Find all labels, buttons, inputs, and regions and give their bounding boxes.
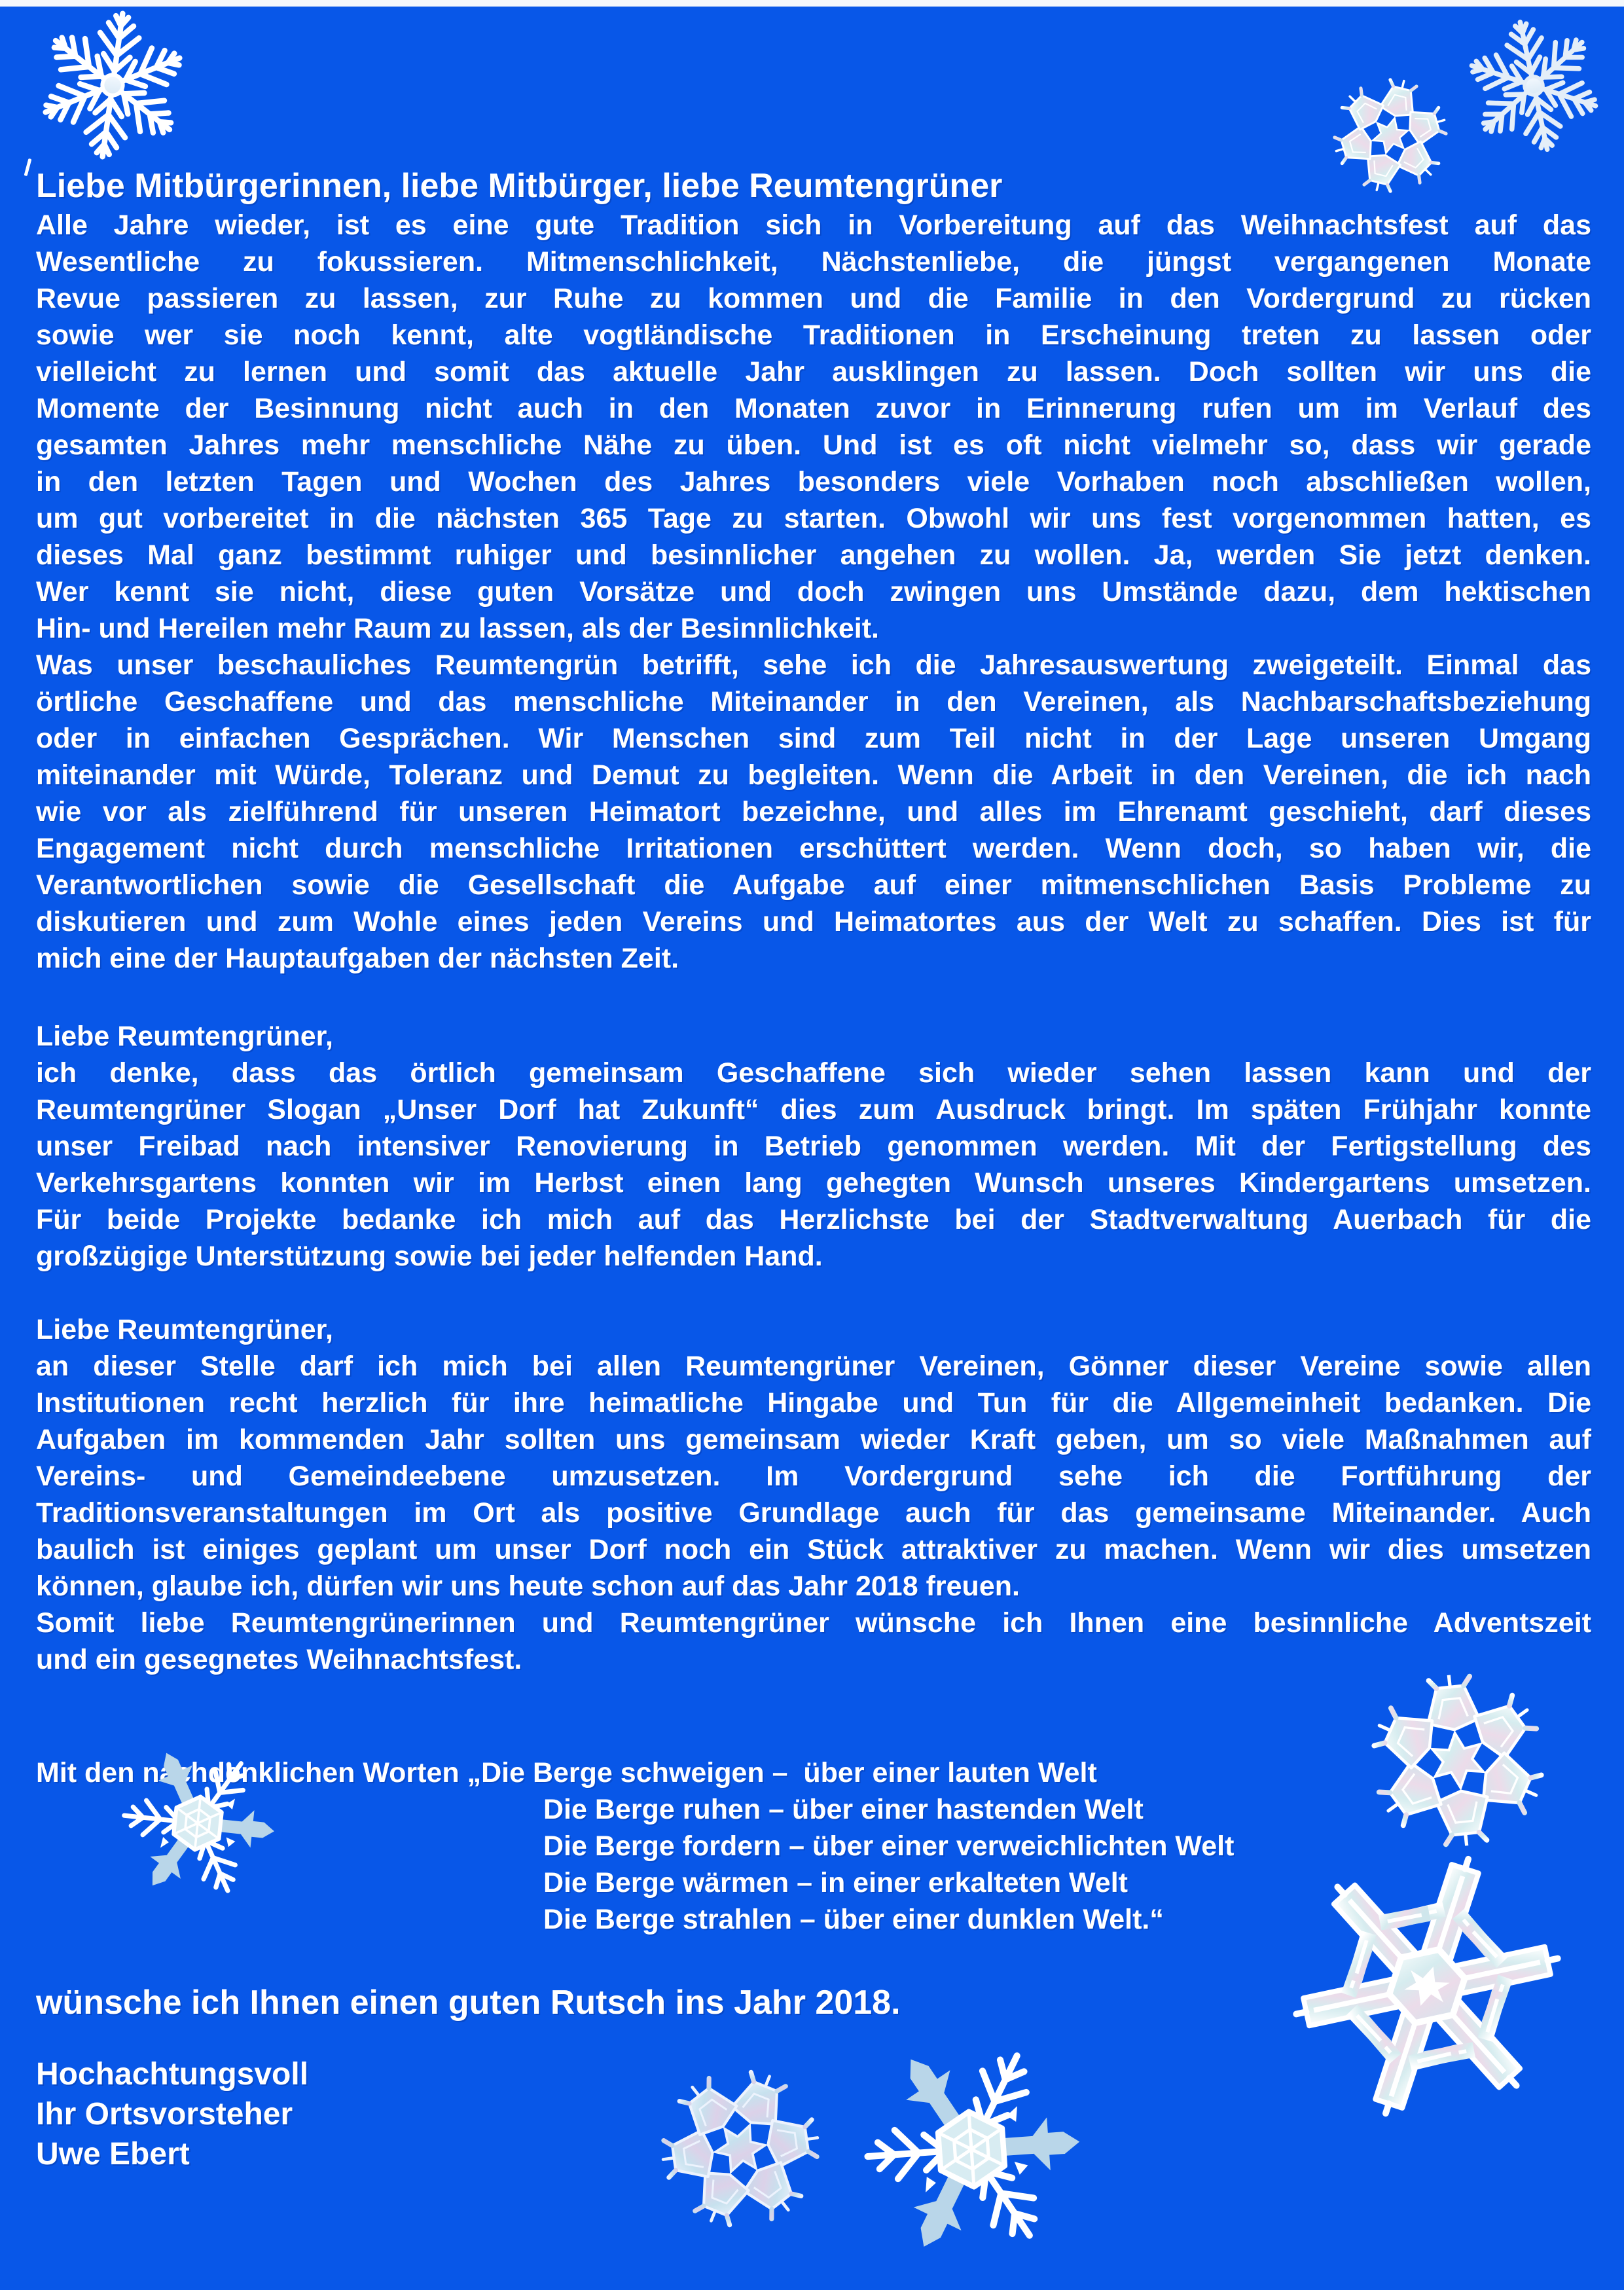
letter-address-2: Liebe Reumtengrüner,	[36, 1021, 333, 1052]
closing-line: Ihr Ortsvorsteher	[36, 2097, 293, 2132]
letter-line: Was unser beschauliches Reumtengrün betrifft, sehe ich die Jahresauswertung zweigeteilt. Einmal das	[36, 649, 1591, 681]
quote-line: Die Berge strahlen – über einer dunklen Welt.“	[543, 1904, 1164, 1935]
letter-paragraph-4	[36, 1348, 1591, 1678]
letter-line: großzügige Unterstützung sowie bei jeder helfenden Hand.	[36, 1241, 823, 1272]
stray-mark	[24, 158, 32, 176]
quote-line: Die Berge wärmen – in einer erkalteten Welt	[543, 1867, 1128, 1899]
letter-line: Wesentliche zu fokussieren. Mitmenschlichkeit, Nächstenliebe, die jüngst vergangenen Monate	[36, 246, 1591, 278]
letter-line: gesamten Jahres mehr menschliche Nähe zu üben. Und ist es oft nicht vielmehr so, dass wir gerade	[36, 429, 1591, 461]
letter-line: örtliche Geschaffene und das menschliche Miteinander in den Vereinen, als Nachbarschaftsbeziehung	[36, 686, 1591, 718]
letter-line: Wer kennt sie nicht, diese guten Vorsätze und doch zwingen uns Umstände dazu, dem hektischen	[36, 576, 1591, 608]
letter-line: diskutieren und zum Wohle eines jeden Vereins und Heimatortes aus der Welt zu schaffen. Dies ist für	[36, 906, 1591, 937]
web-snowflake-icon	[111, 1731, 285, 1916]
letter-line: können, glaube ich, dürfen wir uns heute schon auf das Jahr 2018 freuen.	[36, 1571, 1020, 1602]
letter-line: baulich ist einiges geplant um unser Dorf noch ein Stück attraktiver zu machen. Wenn wir dies umsetzen	[36, 1534, 1591, 1565]
letter-line: Verantwortlichen sowie die Gesellschaft die Aufgabe auf einer mitmenschlichen Basis Probleme zu	[36, 869, 1591, 901]
letter-line: oder in einfachen Gesprächen. Wir Menschen sind zum Teil nicht in der Lage unseren Umgang	[36, 723, 1591, 754]
web-snowflake-icon	[852, 2010, 1091, 2289]
letter-line: dieses Mal ganz bestimmt ruhiger und besinnlicher angehen zu wollen. Ja, werden Sie jetzt denken.	[36, 539, 1591, 571]
letter-line: Aufgaben im kommenden Jahr sollten uns gemeinsam wieder Kraft geben, um so viele Maßnahmen auf	[36, 1424, 1591, 1455]
letter-paragraph-1	[36, 207, 1591, 647]
letter-paragraph-2	[36, 647, 1591, 977]
closing-line: Uwe Ebert	[36, 2137, 190, 2172]
letter-line: um gut vorbereitet in die nächsten 365 Tage zu starten. Obwohl wir uns fest vorgenommen hatten, es	[36, 503, 1591, 534]
letter-line: miteinander mit Würde, Toleranz und Demut zu begleiten. Wenn die Arbeit in den Vereinen, die ich nach	[36, 759, 1591, 791]
letter-salutation: Liebe Mitbürgerinnen, liebe Mitbürger, liebe Reumtengrüner	[36, 167, 1003, 205]
letter-line: Reumtengrüner Slogan „Unser Dorf hat Zukunft“ dies zum Ausdruck bringt. Im späten Frühjahr konnte	[36, 1094, 1591, 1125]
letter-line: wie vor als zielführend für unseren Heimatort bezeichne, und alles im Ehrenamt geschieht, darf dieses	[36, 796, 1591, 827]
letter-line: Vereins- und Gemeindeebene umzusetzen. Im Vordergrund sehe ich die Fortführung der	[36, 1461, 1591, 1492]
letter-line: Revue passieren zu lassen, zur Ruhe zu kommen und die Familie in den Vordergrund zu rücken	[36, 283, 1591, 314]
letter-line: Alle Jahre wieder, ist es eine gute Tradition sich in Vorbereitung auf das Weihnachtsfest auf das	[36, 209, 1591, 241]
letter-line: unser Freibad nach intensiver Renovierung in Betrieb genommen werden. Mit der Fertigstellung des	[36, 1131, 1591, 1162]
letter-line: Verkehrsgartens konnten wir im Herbst einen lang gehegten Wunsch unseres Kindergartens umsetzen.	[36, 1167, 1591, 1199]
letter-line: Momente der Besinnung nicht auch in den Monaten zuvor in Erinnerung rufen um im Verlauf des	[36, 393, 1591, 424]
letter-line: und ein gesegnetes Weihnachtsfest.	[36, 1644, 522, 1675]
letter-line: Somit liebe Reumtengrünerinnen und Reumtengrüner wünsche ich Ihnen eine besinnliche Adventszeit	[36, 1607, 1591, 1639]
letter-line: Institutionen recht herzlich für ihre heimatliche Hingabe und Tun für die Allgemeinheit bedanken. Die	[36, 1387, 1591, 1419]
letter-line: sowie wer sie noch kennt, alte vogtländische Traditionen in Erscheinung treten zu lassen oder	[36, 319, 1591, 351]
letter-address-3: Liebe Reumtengrüner,	[36, 1314, 333, 1345]
letter-line: Engagement nicht durch menschliche Irritationen erschüttert werden. Wenn doch, so haben wir, die	[36, 833, 1591, 864]
quote-intro-line: Mit den nachdenklichen Worten „Die Berge schweigen – über einer lauten Welt	[36, 1757, 1097, 1789]
letter-line: in den letzten Tagen und Wochen des Jahres besonders viele Vorhaben noch abschließen wollen,	[36, 466, 1591, 498]
fern-snowflake-icon	[24, 0, 202, 176]
quote-line: Die Berge fordern – über einer verweichlichten Welt	[543, 1830, 1235, 1862]
letter-line: Hin- und Hereilen mehr Raum zu lassen, als der Besinnlichkeit.	[36, 613, 879, 644]
letter-paragraph-3	[36, 1055, 1591, 1275]
closing-line: Hochachtungsvoll	[36, 2057, 309, 2092]
letter-line: Für beide Projekte bedanke ich mich auf das Herzlichste bei der Stadtverwaltung Auerbach für die	[36, 1204, 1591, 1235]
new-year-wish-line: wünsche ich Ihnen einen guten Rutsch ins Jahr 2018.	[36, 1984, 901, 2022]
letter-line: vielleicht zu lernen und somit das aktuelle Jahr ausklingen zu lassen. Doch sollten wir uns die	[36, 356, 1591, 388]
letter-line: mich eine der Hauptaufgaben der nächsten Zeit.	[36, 943, 679, 974]
quote-line: Die Berge ruhen – über einer hastenden Welt	[543, 1794, 1144, 1825]
letter-line: an dieser Stelle darf ich mich bei allen Reumtengrüner Vereinen, Gönner dieser Vereine sowie allen	[36, 1351, 1591, 1382]
letter-line: Traditionsveranstaltungen im Ort als positive Grundlage auch für das gemeinsame Miteinander. Auch	[36, 1497, 1591, 1529]
letter-line: ich denke, dass das örtlich gemeinsam Geschaffene sich wieder sehen lassen kann und der	[36, 1057, 1591, 1089]
